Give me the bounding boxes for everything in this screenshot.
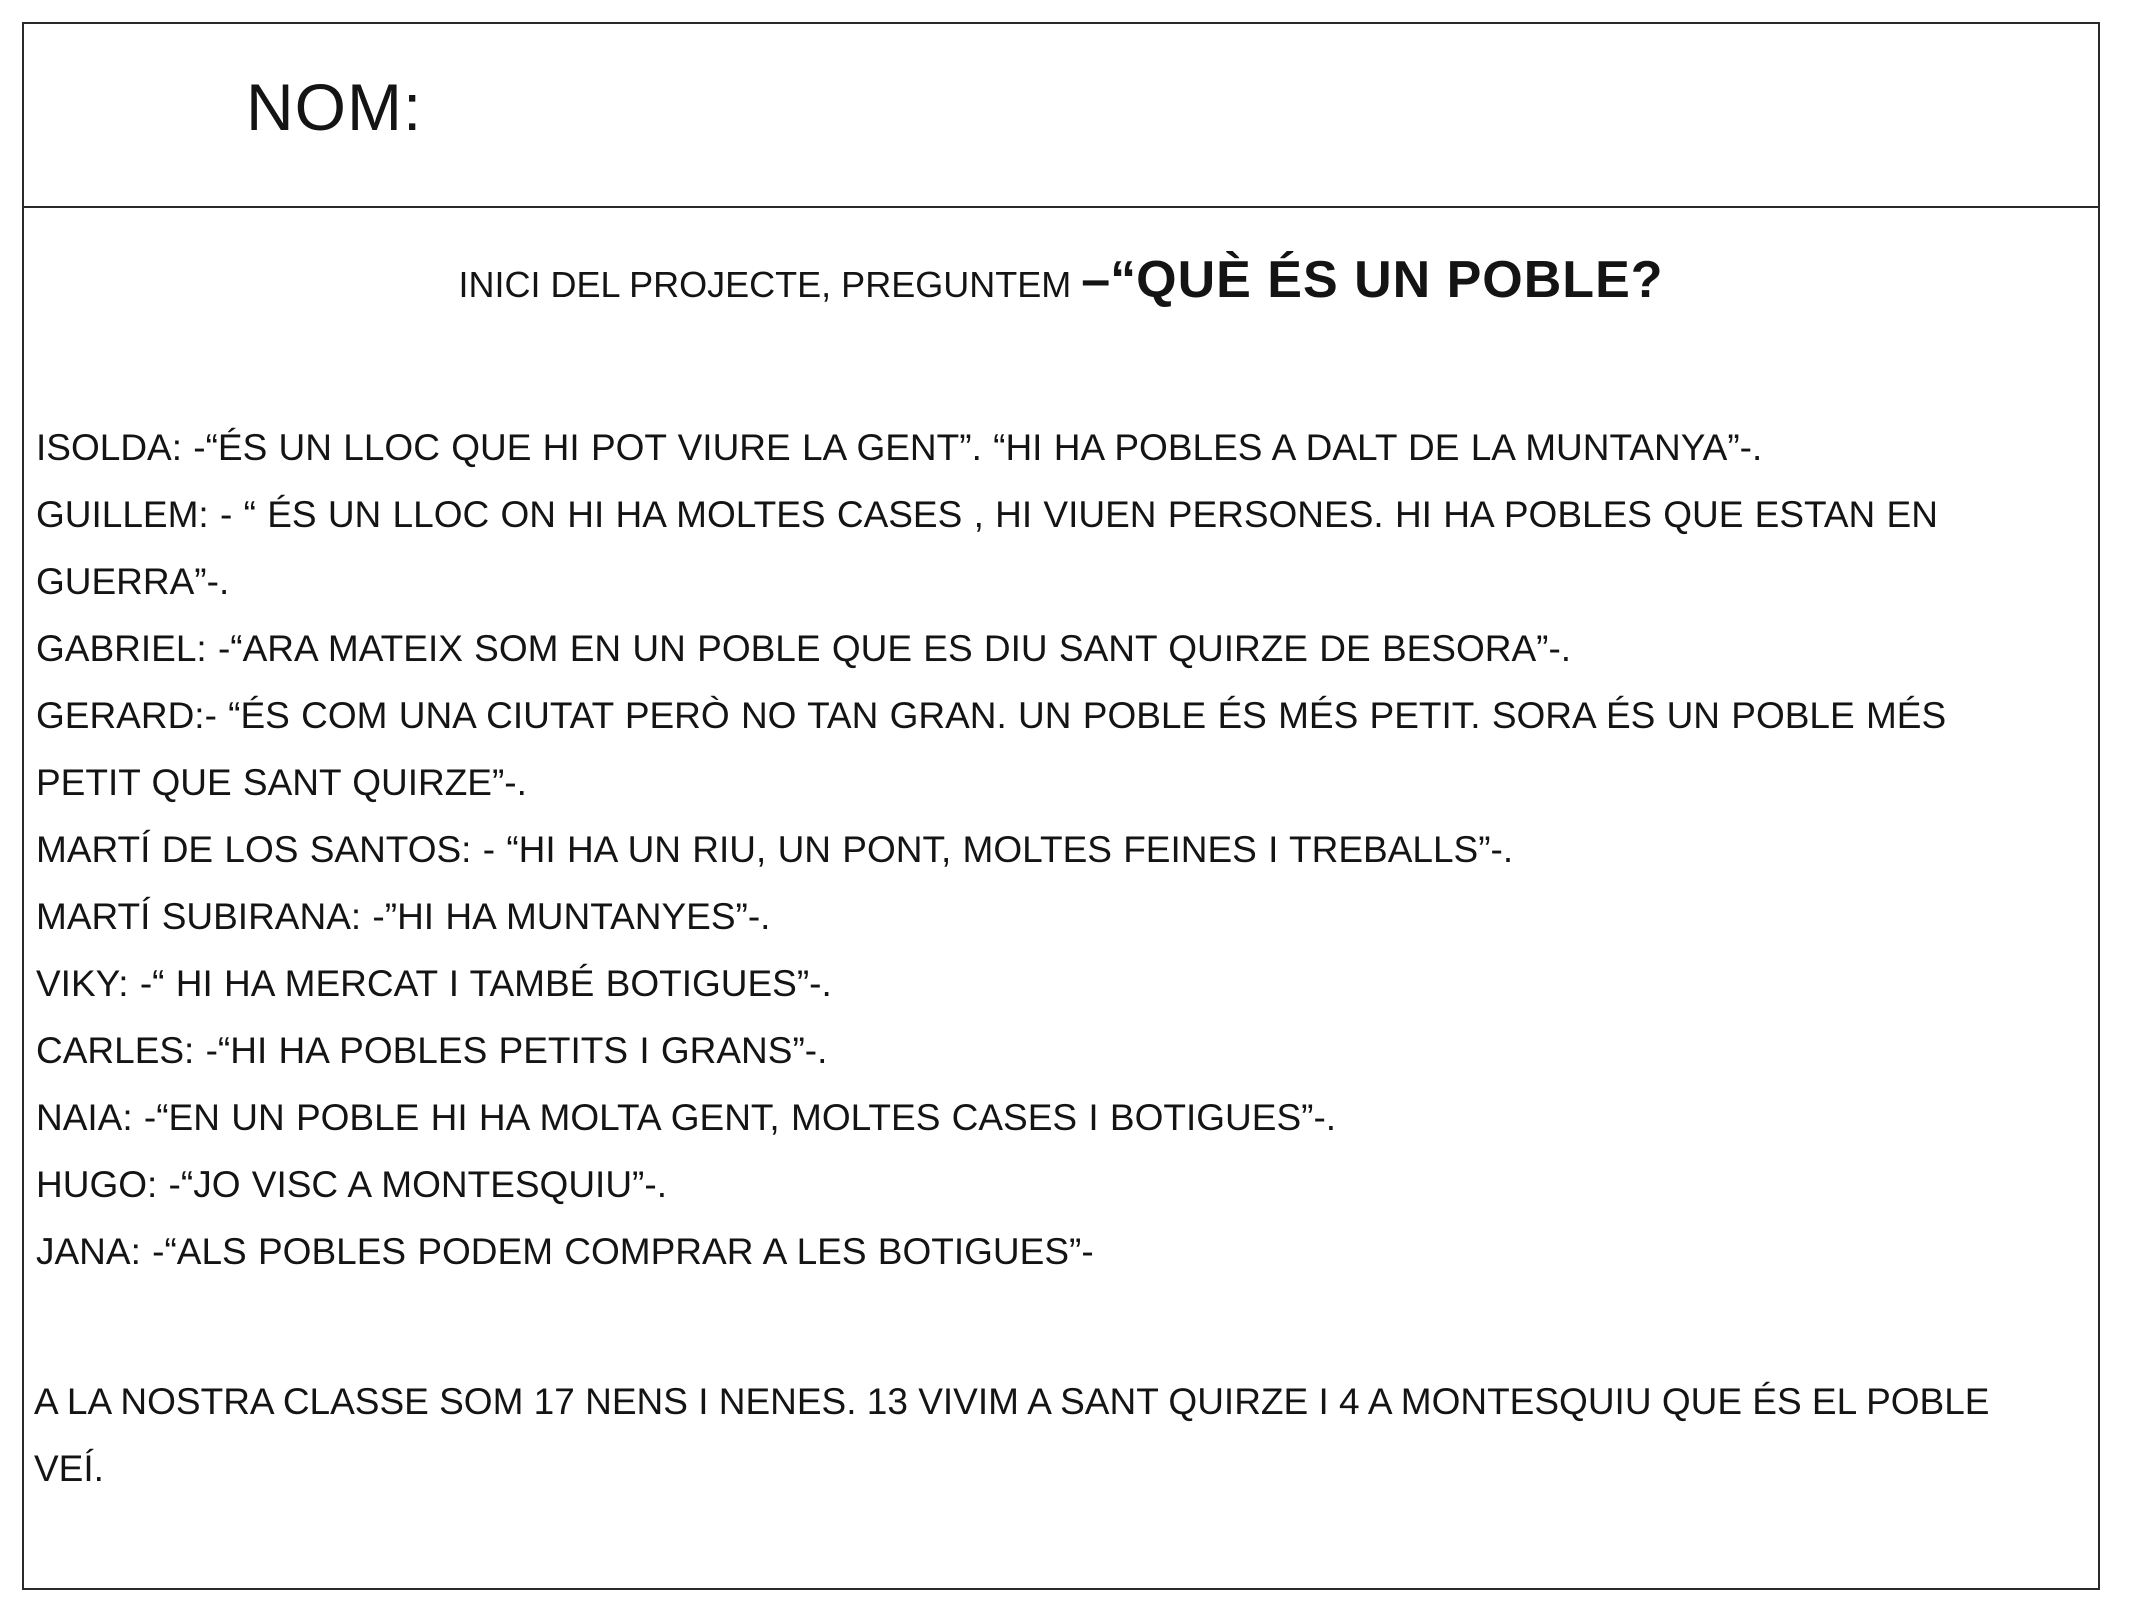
answer-gerard: GERARD:- “ÉS COM UNA CIUTAT PERÒ NO TAN GRAN. UN POBLE ÉS MÉS PETIT. SORA ÉS UN POBLE MÉS PETIT QUE SANT QUIRZE”-. [36,695,1947,803]
answer-marti-de-los-santos: MARTÍ DE LOS SANTOS: - “HI HA UN RIU, UN PONT, MOLTES FEINES I TREBALLS”-. [36,829,1514,870]
answer-hugo: HUGO: -“JO VISC A MONTESQUIU”-. [36,1164,667,1205]
worksheet-title [24,251,2098,309]
answer-guillem: GUILLEM: - “ ÉS UN LLOC ON HI HA MOLTES CASES , HI VIUEN PERSONES. HI HA POBLES QUE ESTAN EN GUERRA”-. [36,494,1938,602]
class-summary-paragraph: A LA NOSTRA CLASSE SOM 17 NENS I NENES. 13 VIVIM A SANT QUIRZE I 4 A MONTESQUIU QUE ÉS EL POBLE VEÍ. [34,1381,1990,1489]
answer-gabriel: GABRIEL: -“ARA MATEIX SOM EN UN POBLE QUE ES DIU SANT QUIRZE DE BESORA”-. [36,628,1572,669]
name-label: NOM: [246,70,423,144]
title-question: QUÈ ÉS UN POBLE? [1136,251,1664,309]
answer-marti-subirana: MARTÍ SUBIRANA: -”HI HA MUNTANYES”-. [36,896,771,937]
answer-jana: JANA: -“ALS POBLES PODEM COMPRAR A LES BOTIGUES”- [36,1231,1094,1272]
name-header-box [24,24,2098,208]
answers-list [36,414,2056,1285]
worksheet-frame [22,22,2100,1590]
answer-naia: NAIA: -“EN UN POBLE HI HA MOLTA GENT, MOLTES CASES I BOTIGUES”-. [36,1097,1337,1138]
title-dash: –“ [1081,251,1137,309]
answer-carles: CARLES: -“HI HA POBLES PETITS I GRANS”-. [36,1030,828,1071]
title-prefix: INICI DEL PROJECTE, PREGUNTEM [458,264,1072,305]
answer-isolda: ISOLDA: -“ÉS UN LLOC QUE HI POT VIURE LA GENT”. “HI HA POBLES A DALT DE LA MUNTANYA”-. [36,427,1763,468]
answer-viky: VIKY: -“ HI HA MERCAT I TAMBÉ BOTIGUES”-. [36,963,832,1004]
